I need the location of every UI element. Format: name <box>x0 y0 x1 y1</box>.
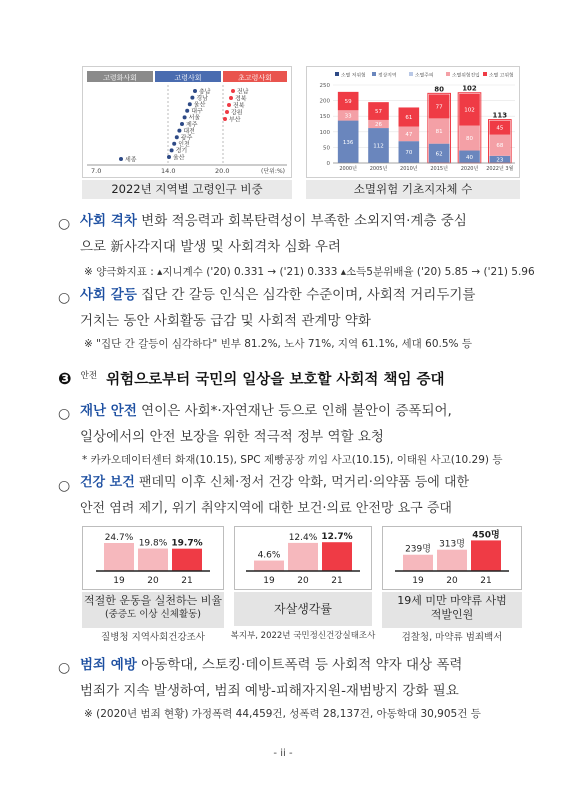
social-gap-text-1: 변화 적응력과 회복탄력성이 부족한 소외지역·계층 중심 <box>136 213 467 229</box>
segment-value-label: 77 <box>435 104 443 111</box>
region-label: 부산 <box>229 116 241 124</box>
page-number: - ii - <box>273 748 293 759</box>
mini-x-tick-label: 20 <box>297 576 309 586</box>
social-conflict-note: ※ "집단 간 갈등이 심각하다" 빈부 81.2%, 노사 71%, 지역 61.1%, 세대 60.5% 등 <box>84 338 472 350</box>
section-title: 위험으로부터 국민의 일상을 보호할 사회적 책임 증대 <box>106 372 445 388</box>
bar-total-label: 80 <box>434 85 445 94</box>
y-tick-label: 150 <box>319 114 330 121</box>
drug-offender-source: 검찰청, 마약류 범죄백서 <box>401 632 503 643</box>
region-label: 울산 <box>173 154 185 162</box>
region-label-sejong: 세종 <box>125 156 137 164</box>
mini-bar <box>288 543 318 571</box>
segment-value-label: 112 <box>373 143 384 150</box>
segment-value-label: 59 <box>344 99 352 106</box>
health-text-1: 팬데믹 이후 신체·정서 건강 악화, 먹거리·의약품 등에 대한 <box>134 475 470 490</box>
region-dot <box>167 155 171 159</box>
region-label: 경남 <box>196 94 208 102</box>
region-label: 대전 <box>183 127 195 135</box>
segment-value-label: 62 <box>435 151 443 158</box>
health-paragraph <box>80 470 524 522</box>
aging-dot-chart <box>83 67 291 177</box>
mini-x-tick-label: 19 <box>113 576 125 586</box>
region-dot-super-aged <box>223 117 227 121</box>
header-super-aged-society: 초고령사회 <box>238 74 272 82</box>
segment-value-label: 80 <box>466 136 473 143</box>
segment-value-label: 23 <box>496 157 504 164</box>
social-gap-note: ※ 양극화지표 : ▴지니계수 ('20) 0.331 → ('21) 0.333 ▴소득5분위배율 ('20) 5.85 → ('21) 5.96 <box>84 266 535 278</box>
exercise-rate-bars <box>83 527 223 589</box>
exercise-rate-caption <box>82 592 224 628</box>
crime-text-1: 아동학대, 스토킹·데이트폭력 등 사회적 약자 대상 폭력 <box>136 657 463 673</box>
mini-bar-value-label: 313명 <box>439 539 465 550</box>
bullet-circle: ○ <box>58 660 71 676</box>
suicidal-ideation-source: 복지부, 2022년 국민정신건강실태조사 <box>230 631 376 641</box>
axis-tick-14: 14.0 <box>161 167 176 175</box>
drug-offender-bars <box>383 527 521 589</box>
region-dot-super-aged <box>225 110 229 114</box>
x-tick-label: 2000년 <box>339 166 357 172</box>
suicidal-ideation-bars <box>235 527 371 589</box>
region-dot-super-aged <box>231 89 235 93</box>
region-dot <box>188 102 192 106</box>
social-gap-paragraph <box>80 208 524 260</box>
mini-bar-value-label: 24.7% <box>104 533 134 544</box>
region-label: 서울 <box>188 114 201 122</box>
region-dot <box>193 89 197 93</box>
segment-value-label: 136 <box>342 139 354 146</box>
x-tick-label: 2005년 <box>369 166 388 172</box>
segment-value-label: 68 <box>496 143 504 150</box>
region-label: 인천 <box>178 141 190 149</box>
drug-caption-line-1: 19세 미만 마약류 사범 <box>397 594 507 607</box>
region-label: 울산 <box>193 101 206 109</box>
legend-label: 소멸 저위험 <box>341 73 366 79</box>
extinction-stacked-bar-chart <box>307 67 519 177</box>
axis-unit: (단위:%) <box>261 168 285 175</box>
drug-caption-line-2: 적발인원 <box>430 608 474 621</box>
mini-bar-value-label: 450명 <box>472 530 500 541</box>
social-conflict-text-1: 집단 간 갈등 인식은 심각한 수준이며, 사회적 거리두기를 <box>136 287 476 303</box>
bullet-circle: ○ <box>58 406 71 422</box>
suicidal-ideation-caption: 자살생각률 <box>234 592 372 626</box>
mini-x-tick-label: 19 <box>412 576 424 586</box>
region-dot <box>170 148 174 152</box>
header-aged-society: 고령사회 <box>174 74 202 82</box>
social-gap-text-2: 으로 新사각지대 발생 및 사회격차 심화 우려 <box>80 239 341 255</box>
mini-x-tick-label: 21 <box>181 576 193 586</box>
social-conflict-label: 사회 갈등 <box>80 287 137 303</box>
drug-offender-chart <box>382 526 522 590</box>
region-label: 충남 <box>199 88 211 96</box>
legend-label: 소멸위험진입 <box>452 73 480 79</box>
crime-note: ※ (2020년 범죄 현황) 가정폭력 44,459건, 성폭력 28,137건, 아동학대 30,905건 등 <box>84 708 481 720</box>
region-dot <box>172 142 176 146</box>
region-label: 경북 <box>235 95 247 103</box>
y-tick-label: 100 <box>319 129 330 136</box>
mini-x-tick-label: 20 <box>147 576 159 586</box>
mini-bar <box>322 542 352 571</box>
segment-value-label: 33 <box>344 113 352 120</box>
x-tick-label: 2010년 <box>400 166 418 172</box>
bullet-circle: ○ <box>58 290 71 306</box>
mini-bar <box>138 549 168 571</box>
region-dot <box>183 115 187 119</box>
region-label: 대구 <box>191 108 203 116</box>
disaster-text-2: 일상에서의 안전 보장을 위한 적극적 정부 역할 요청 <box>80 429 384 445</box>
mini-bar <box>437 550 467 571</box>
segment-value-label: 102 <box>464 107 475 114</box>
region-dot <box>190 96 194 100</box>
mini-bar-value-label: 19.7% <box>171 538 203 549</box>
x-tick-label: 2015년 <box>430 166 448 172</box>
exercise-caption-line-1: 적절한 운동을 실천하는 비율 <box>83 594 222 607</box>
axis-tick-20: 20.0 <box>215 167 230 175</box>
mini-bar-value-label: 4.6% <box>257 550 281 561</box>
section-number: ❸ <box>58 369 72 388</box>
legend-swatch <box>335 72 339 76</box>
crime-label: 범죄 예방 <box>80 657 137 673</box>
right-figure-caption: 소멸위험 기초지자체 수 <box>306 180 520 199</box>
region-dot <box>175 135 179 139</box>
x-tick-label: 2022년 3월 <box>486 166 514 172</box>
drug-offender-caption <box>382 592 522 628</box>
axis-tick-7: 7.0 <box>91 167 102 175</box>
legend-swatch <box>483 72 487 76</box>
crime-text-2: 범죄가 지속 발생하여, 범죄 예방-피해자지원-재범방지 강화 필요 <box>80 683 459 699</box>
x-tick-label: 2020년 <box>460 166 479 172</box>
segment-value-label: 47 <box>405 131 413 138</box>
section-tag: 안전 <box>80 371 98 382</box>
legend-label: 정상지역 <box>378 73 397 79</box>
mini-bar <box>172 549 202 571</box>
mini-bar <box>104 543 134 571</box>
region-label: 광주 <box>180 134 193 142</box>
region-dot <box>180 122 184 126</box>
region-dot <box>177 129 181 133</box>
segment-value-label: 45 <box>496 125 504 132</box>
exercise-source: 질병청 지역사회건강조사 <box>101 632 205 643</box>
social-gap-label: 사회 격차 <box>80 213 137 229</box>
disaster-paragraph <box>80 398 524 450</box>
left-figure-caption: 2022년 지역별 고령인구 비중 <box>82 180 292 199</box>
region-dot-super-aged <box>229 96 233 100</box>
mini-bar <box>254 561 284 571</box>
health-label: 건강 보건 <box>80 475 135 490</box>
legend-swatch <box>409 72 413 76</box>
disaster-note: * 카카오데이터센터 화재(10.15), SPC 제빵공장 끼임 사고(10.15), 이태원 사고(10.29) 등 <box>82 454 503 466</box>
segment-value-label: 40 <box>466 154 473 161</box>
exercise-rate-chart <box>82 526 224 590</box>
mini-x-tick-label: 21 <box>480 576 492 586</box>
legend-label: 소멸 고위험 <box>489 73 514 79</box>
health-text-2: 안전 염려 제기, 위기 취약지역에 대한 보건·의료 안전망 요구 증대 <box>80 501 452 516</box>
region-dot-sejong <box>119 157 123 161</box>
segment-value-label: 81 <box>435 129 443 136</box>
section-heading <box>58 368 445 389</box>
region-label: 강원 <box>231 109 243 117</box>
crime-paragraph <box>80 652 524 704</box>
region-label: 제주 <box>186 121 198 129</box>
mini-x-tick-label: 19 <box>263 576 275 586</box>
mini-bar-value-label: 12.4% <box>288 532 318 543</box>
segment-value-label: 70 <box>405 150 413 157</box>
segment-value-label: 26 <box>375 122 382 128</box>
mini-bar <box>471 540 501 571</box>
region-label: 전남 <box>237 88 249 96</box>
region-label: 전북 <box>233 102 245 110</box>
y-tick-label: 200 <box>319 98 330 105</box>
mini-bar-value-label: 239명 <box>405 544 431 555</box>
mini-bar <box>403 555 433 571</box>
region-label: 경기 <box>175 147 188 155</box>
mini-bar-value-label: 19.8% <box>138 538 168 549</box>
mini-x-tick-label: 21 <box>331 576 343 586</box>
extinction-figure <box>306 66 520 178</box>
header-aging-society: 고령화사회 <box>103 74 137 82</box>
exercise-caption-line-2: (중증도 이상 신체활동) <box>104 609 202 620</box>
legend-swatch <box>372 72 376 76</box>
bar-total-label: 102 <box>462 84 477 93</box>
region-dot-super-aged <box>227 103 231 107</box>
bar-total-label: 113 <box>492 111 508 120</box>
legend-swatch <box>446 72 450 76</box>
social-conflict-text-2: 거치는 동안 사회활동 급감 및 사회적 관계망 약화 <box>80 313 371 329</box>
y-tick-label: 250 <box>319 83 330 89</box>
suicidal-ideation-chart <box>234 526 372 590</box>
y-tick-label: 50 <box>323 145 330 152</box>
mini-x-tick-label: 20 <box>446 576 458 586</box>
bullet-circle: ○ <box>58 478 71 494</box>
y-tick-label: 0 <box>326 161 330 167</box>
region-dot <box>185 109 189 113</box>
social-conflict-paragraph <box>80 282 524 334</box>
bullet-circle: ○ <box>58 216 71 232</box>
legend-label: 소멸주의 <box>415 73 434 79</box>
disaster-label: 재난 안전 <box>80 403 137 419</box>
aging-figure <box>82 66 292 178</box>
disaster-text-1: 연이은 사회*·자연재난 등으로 인해 불안이 증폭되어, <box>136 403 452 419</box>
segment-value-label: 57 <box>375 109 382 116</box>
mini-bar-value-label: 12.7% <box>321 532 353 543</box>
segment-value-label: 61 <box>405 114 413 121</box>
